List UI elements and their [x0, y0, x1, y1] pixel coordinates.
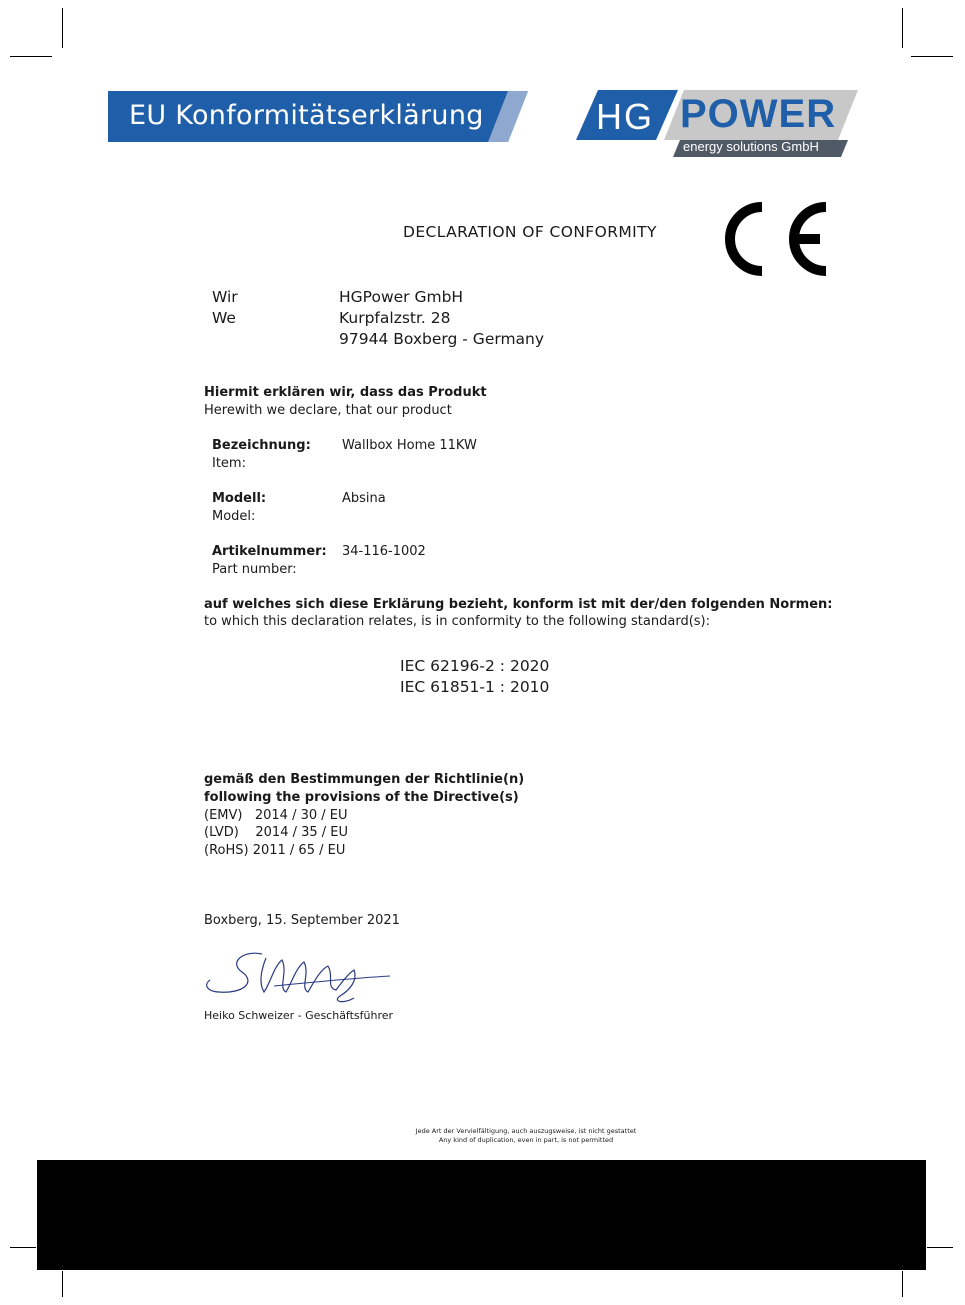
logo-hg-text: HG — [596, 96, 654, 137]
product-label-de: Modell: — [212, 491, 267, 506]
directives-en: following the provisions of the Directive(s) — [204, 790, 519, 805]
company-city: 97944 Boxberg - Germany — [339, 330, 545, 348]
intro-en: Herewith we declare, that our product — [204, 403, 452, 418]
directive-item: (EMV) 2014 / 30 / EU — [204, 808, 348, 823]
product-value: 34-116-1002 — [342, 544, 426, 559]
logo-subtitle: energy solutions GmbH — [683, 139, 819, 154]
product-value: Absina — [342, 491, 386, 506]
crop-mark — [10, 1247, 36, 1248]
crop-mark — [902, 8, 903, 48]
product-label-de: Bezeichnung: — [212, 438, 311, 453]
bottom-black-band — [37, 1160, 926, 1270]
banner-title: EU Konformitätserklärung — [129, 100, 484, 131]
crop-mark — [911, 56, 953, 57]
hg-power-logo — [576, 90, 858, 158]
directive-item: (RoHS) 2011 / 65 / EU — [204, 843, 346, 858]
header-banner — [108, 91, 528, 142]
product-label-de: Artikelnummer: — [212, 544, 327, 559]
company-name: HGPower GmbH — [339, 288, 464, 306]
ce-mark-icon — [724, 199, 834, 279]
company-label-de: Wir — [212, 288, 238, 306]
company-street: Kurpfalzstr. 28 — [339, 309, 451, 327]
signatory: Heiko Schweizer - Geschäftsführer — [204, 1009, 394, 1022]
product-label-en: Model: — [212, 509, 256, 524]
standard-item: IEC 62196-2 : 2020 — [400, 657, 550, 675]
crop-mark — [902, 1271, 903, 1297]
place-date: Boxberg, 15. September 2021 — [204, 913, 400, 928]
crop-mark — [62, 1271, 63, 1297]
product-label-en: Part number: — [212, 562, 297, 577]
signature-icon — [204, 948, 394, 1008]
crop-mark — [62, 8, 63, 48]
footer-notice-de: Jede Art der Vervielfältigung, auch auszugsweise, ist nicht gestattet — [415, 1127, 637, 1135]
conformity-de: auf welches sich diese Erklärung bezieht, konform ist mit der/den folgenden Normen: — [204, 597, 833, 612]
company-label-en: We — [212, 309, 236, 327]
directives-de: gemäß den Bestimmungen der Richtlinie(n) — [204, 772, 525, 787]
page-title: DECLARATION OF CONFORMITY — [403, 223, 657, 241]
crop-mark — [927, 1247, 953, 1248]
crop-mark — [10, 56, 52, 57]
footer-notice-en: Any kind of duplication, even in part, is not permitted — [438, 1136, 614, 1144]
standard-item: IEC 61851-1 : 2010 — [400, 678, 550, 696]
product-label-en: Item: — [212, 456, 246, 471]
logo-power-text: POWER — [680, 92, 837, 136]
product-value: Wallbox Home 11KW — [342, 438, 477, 453]
conformity-en: to which this declaration relates, is in conformity to the following standard(s): — [204, 614, 710, 629]
intro-de: Hiermit erklären wir, dass das Produkt — [204, 385, 487, 400]
directive-item: (LVD) 2014 / 35 / EU — [204, 825, 349, 840]
